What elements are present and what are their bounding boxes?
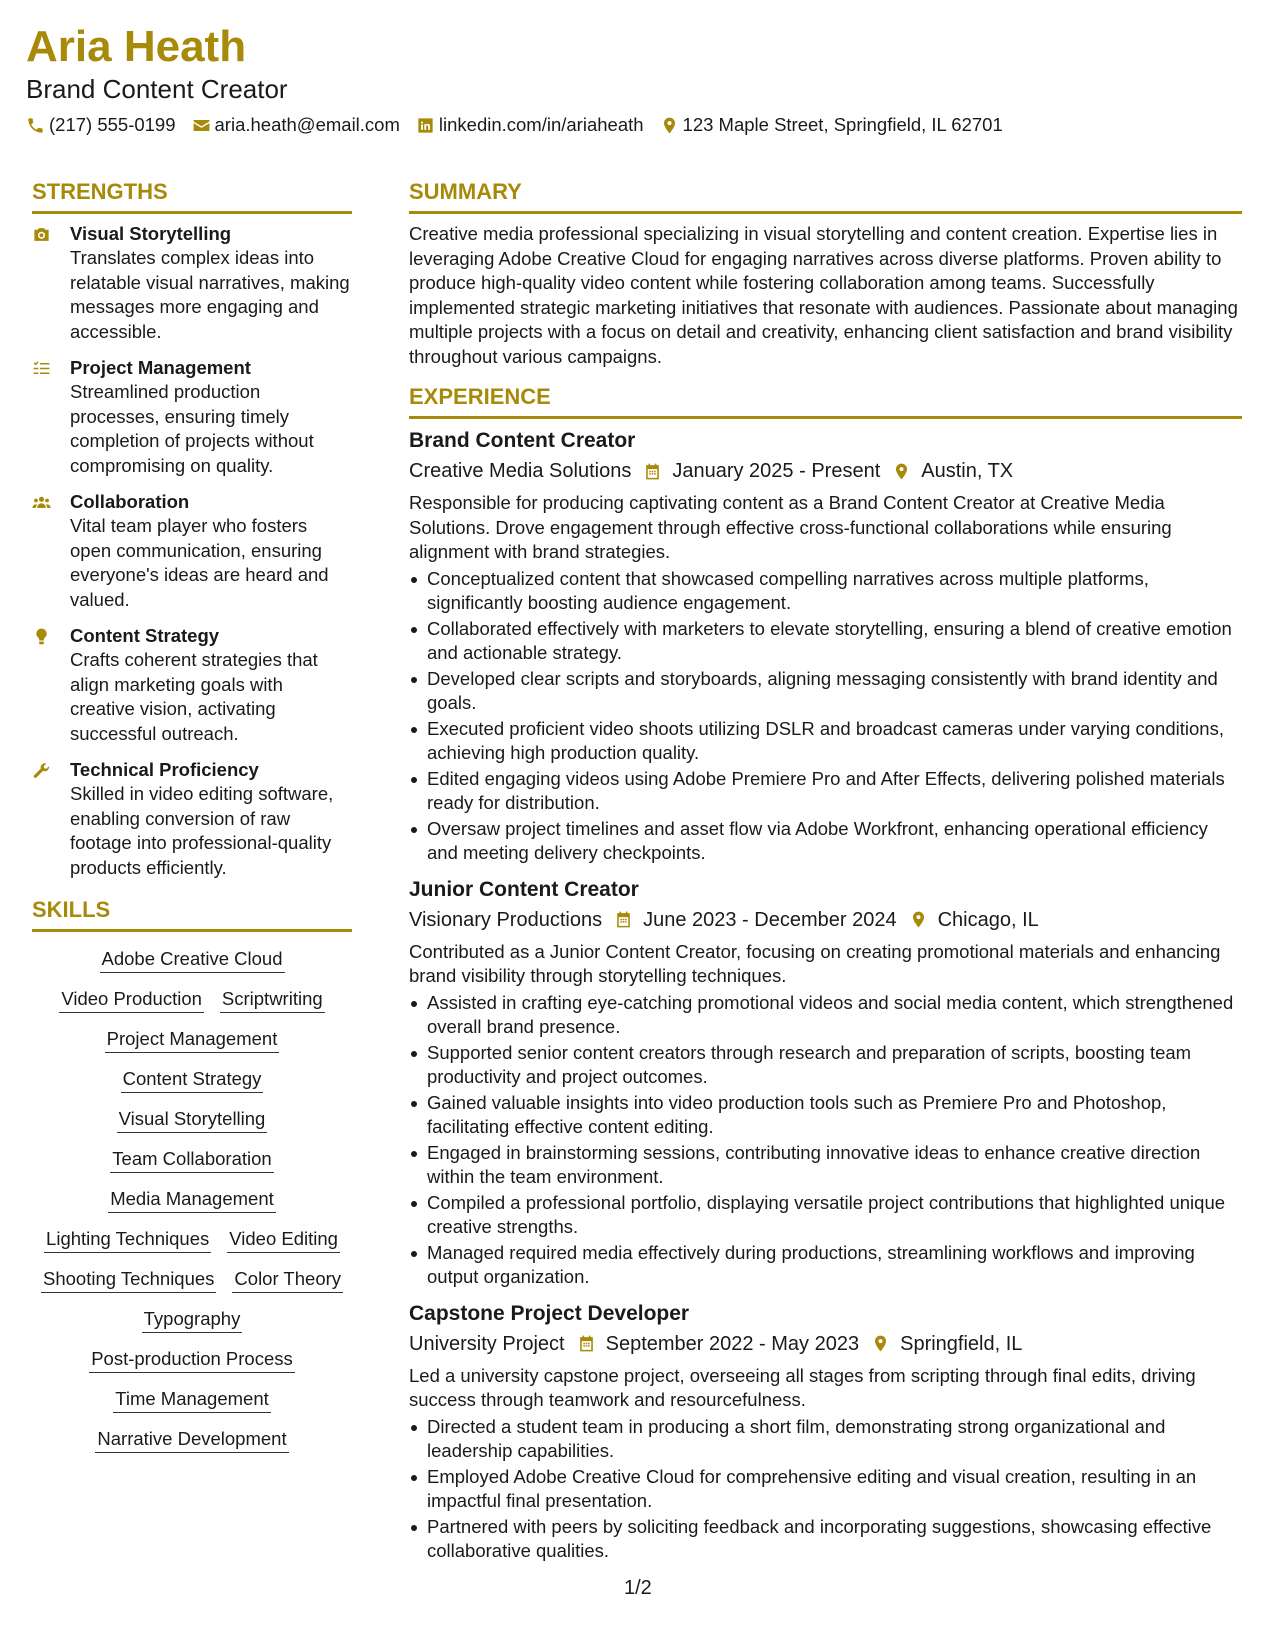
bullet-item: Directed a student team in producing a short film, demonstrating strong organizational and leadership capabilities.	[409, 1415, 1242, 1464]
job-description: Contributed as a Junior Content Creator, focusing on creating promotional materials and enhancing brand visibility through storytelling techniques.	[409, 940, 1221, 986]
job-company: Creative Media Solutions	[409, 460, 632, 482]
summary-text: Creative media professional specializing in visual storytelling and content creation. Expertise lies in leveraging Adobe Creative Cloud for engaging narratives across diverse platforms. Proven ability to produce high-quality video content while fostering collaboration among teams. Successfully implemented strategic marketing initiatives that resonate with audiences. Passionate about managing multiple projects with a focus on detail and creativity, enhancing client satisfaction and brand visibility throughout various campaigns.	[409, 223, 1238, 367]
skill-tag: Media Management	[108, 1186, 276, 1213]
job-company: Visionary Productions	[409, 908, 603, 931]
job-description: Responsible for producing captivating content as a Brand Content Creator at Creative Media Solutions. Drove engagement through effective cross-functional collaborations while ensuring alignment with brand strategies.	[409, 492, 1172, 562]
bullet-item: Supported senior content creators through research and preparation of scripts, boosting team productivity and project outcomes.	[409, 1041, 1242, 1090]
contact-email[interactable]	[192, 114, 400, 136]
job-description: Led a university capstone project, overseeing all stages from scripting through final edits, driving success through teamwork and resourcefulness.	[409, 1364, 1196, 1410]
strength-name: Visual Storytelling	[70, 223, 232, 244]
bullet-item: Gained valuable insights into video production tools such as Premiere Pro and Photoshop, facilitating effective content editing.	[409, 1091, 1242, 1140]
left-column	[32, 178, 352, 1466]
strength-desc: Vital team player who fosters open communication, ensuring everyone's ideas are heard and valued.	[70, 515, 329, 610]
job-meta	[409, 455, 1242, 487]
bullet-item: Conceptualized content that showcased compelling narratives across multiple platforms, significantly boosting audience engagement.	[409, 567, 1242, 616]
skill-tag: Narrative Development	[95, 1426, 288, 1453]
address-text: 123 Maple Street, Springfield, IL 62701	[682, 114, 1003, 135]
skill-tag: Lighting Techniques	[44, 1226, 211, 1253]
bullet-item: Employed Adobe Creative Cloud for comprehensive editing and visual creation, resulting in an impactful final presentation.	[409, 1465, 1242, 1514]
job-company: University Project	[409, 1332, 565, 1355]
bullet-item: Collaborated effectively with marketers to elevate storytelling, ensuring a blend of creative emotion and actionable strategy.	[409, 617, 1242, 666]
contact-bar	[26, 114, 1019, 136]
strength-name: Technical Proficiency	[70, 759, 259, 780]
strength-item	[32, 490, 352, 612]
job-dates: June 2023 - December 2024	[643, 908, 897, 931]
job-dates: January 2025 - Present	[672, 460, 881, 482]
linkedin-text[interactable]: linkedin.com/in/ariaheath	[438, 114, 644, 135]
linkedin-icon	[416, 116, 435, 135]
job-bullets	[409, 567, 1242, 866]
camera-icon	[32, 225, 51, 244]
bullet-item: Assisted in crafting eye-catching promotional videos and social media content, which strengthened overall brand presence.	[409, 991, 1242, 1040]
job-dates: September 2022 - May 2023	[605, 1332, 860, 1355]
strength-desc: Translates complex ideas into relatable visual narratives, making messages more engaging and accessible.	[70, 247, 350, 342]
strength-item	[32, 356, 352, 478]
contact-address	[660, 114, 1003, 136]
bullet-item: Engaged in brainstorming sessions, contributing innovative ideas to enhance creative direction within the team environment.	[409, 1141, 1242, 1190]
job-title: Capstone Project Developer	[409, 1301, 690, 1325]
experience-section	[409, 383, 1242, 1564]
strength-desc: Skilled in video editing software, enabling conversion of raw footage into professional-quality products efficiently.	[70, 783, 334, 878]
skill-tag: Color Theory	[232, 1266, 343, 1293]
list-check-icon	[32, 359, 51, 378]
bullet-item: Developed clear scripts and storyboards, aligning messaging consistently with brand identity and goals.	[409, 667, 1242, 716]
strength-name: Content Strategy	[70, 625, 220, 646]
bullet-item: Oversaw project timelines and asset flow via Adobe Workfront, enhancing operational efficiency and meeting delivery checkpoints.	[409, 817, 1242, 866]
job-location: Chicago, IL	[937, 908, 1039, 931]
bullet-item: Executed proficient video shoots utilizing DSLR and broadcast cameras under varying conditions, achieving high production quality.	[409, 717, 1242, 766]
summary-heading: SUMMARY	[409, 178, 1242, 214]
strength-name: Project Management	[70, 357, 251, 378]
resume-header	[26, 22, 1019, 136]
job-meta	[409, 904, 1242, 936]
contact-linkedin[interactable]	[416, 114, 644, 136]
job-entry	[409, 427, 1242, 866]
calendar-icon	[577, 1334, 596, 1353]
skills-section	[32, 896, 352, 1453]
skills-heading: SKILLS	[32, 896, 352, 932]
skill-tag: Content Strategy	[121, 1066, 264, 1093]
calendar-icon	[614, 910, 633, 929]
phone-icon	[26, 116, 45, 135]
job-location: Springfield, IL	[900, 1332, 1023, 1355]
strength-desc: Crafts coherent strategies that align marketing goals with creative vision, activating successful outreach.	[70, 649, 318, 744]
skill-tag: Project Management	[105, 1026, 280, 1053]
job-meta	[409, 1328, 1242, 1360]
candidate-name: Aria Heath	[26, 22, 247, 71]
bullet-item: Compiled a professional portfolio, displaying versatile project contributions that highlighted unique creative strengths.	[409, 1191, 1242, 1240]
skill-tag: Scriptwriting	[220, 986, 325, 1013]
job-entry	[409, 1300, 1242, 1564]
strength-desc: Streamlined production processes, ensuring timely completion of projects without compromising on quality.	[70, 381, 314, 476]
calendar-icon	[643, 462, 662, 481]
right-column	[409, 178, 1242, 1574]
skills-list	[32, 946, 352, 1453]
skill-tag: Team Collaboration	[110, 1146, 273, 1173]
location-icon	[892, 462, 911, 481]
job-bullets	[409, 991, 1242, 1290]
job-title: Brand Content Creator	[409, 429, 636, 452]
location-icon	[909, 910, 928, 929]
skill-tag: Post-production Process	[89, 1346, 295, 1373]
job-title: Junior Content Creator	[409, 877, 639, 901]
bullet-item: Edited engaging videos using Adobe Premiere Pro and After Effects, delivering polished materials ready for distribution.	[409, 767, 1242, 816]
experience-heading: EXPERIENCE	[409, 383, 1242, 419]
wrench-icon	[32, 761, 51, 780]
strength-item	[32, 758, 352, 880]
page-number: 1/2	[624, 1577, 652, 1599]
skill-tag: Adobe Creative Cloud	[100, 946, 285, 973]
strength-item	[32, 222, 352, 344]
bullet-item: Partnered with peers by soliciting feedback and incorporating suggestions, showcasing effective collaborative qualities.	[409, 1515, 1242, 1564]
candidate-title: Brand Content Creator	[26, 74, 288, 104]
location-icon	[871, 1334, 890, 1353]
skill-tag: Shooting Techniques	[41, 1266, 216, 1293]
users-icon	[32, 493, 51, 512]
skill-tag: Time Management	[113, 1386, 271, 1413]
job-entry	[409, 876, 1242, 1290]
strengths-heading: STRENGTHS	[32, 178, 352, 214]
location-icon	[660, 116, 679, 135]
phone-text: (217) 555-0199	[49, 114, 176, 135]
job-location: Austin, TX	[921, 460, 1014, 482]
job-bullets	[409, 1415, 1242, 1564]
skill-tag: Video Production	[59, 986, 204, 1013]
skill-tag: Video Editing	[227, 1226, 340, 1253]
strength-item	[32, 624, 352, 746]
skill-tag: Visual Storytelling	[117, 1106, 268, 1133]
skill-tag: Typography	[142, 1306, 243, 1333]
email-icon	[192, 116, 211, 135]
strength-name: Collaboration	[70, 491, 190, 512]
contact-phone	[26, 114, 176, 136]
bullet-item: Managed required media effectively during productions, streamlining workflows and improving output organization.	[409, 1241, 1242, 1290]
lightbulb-icon	[32, 627, 51, 646]
email-text[interactable]: aria.heath@email.com	[214, 114, 400, 135]
